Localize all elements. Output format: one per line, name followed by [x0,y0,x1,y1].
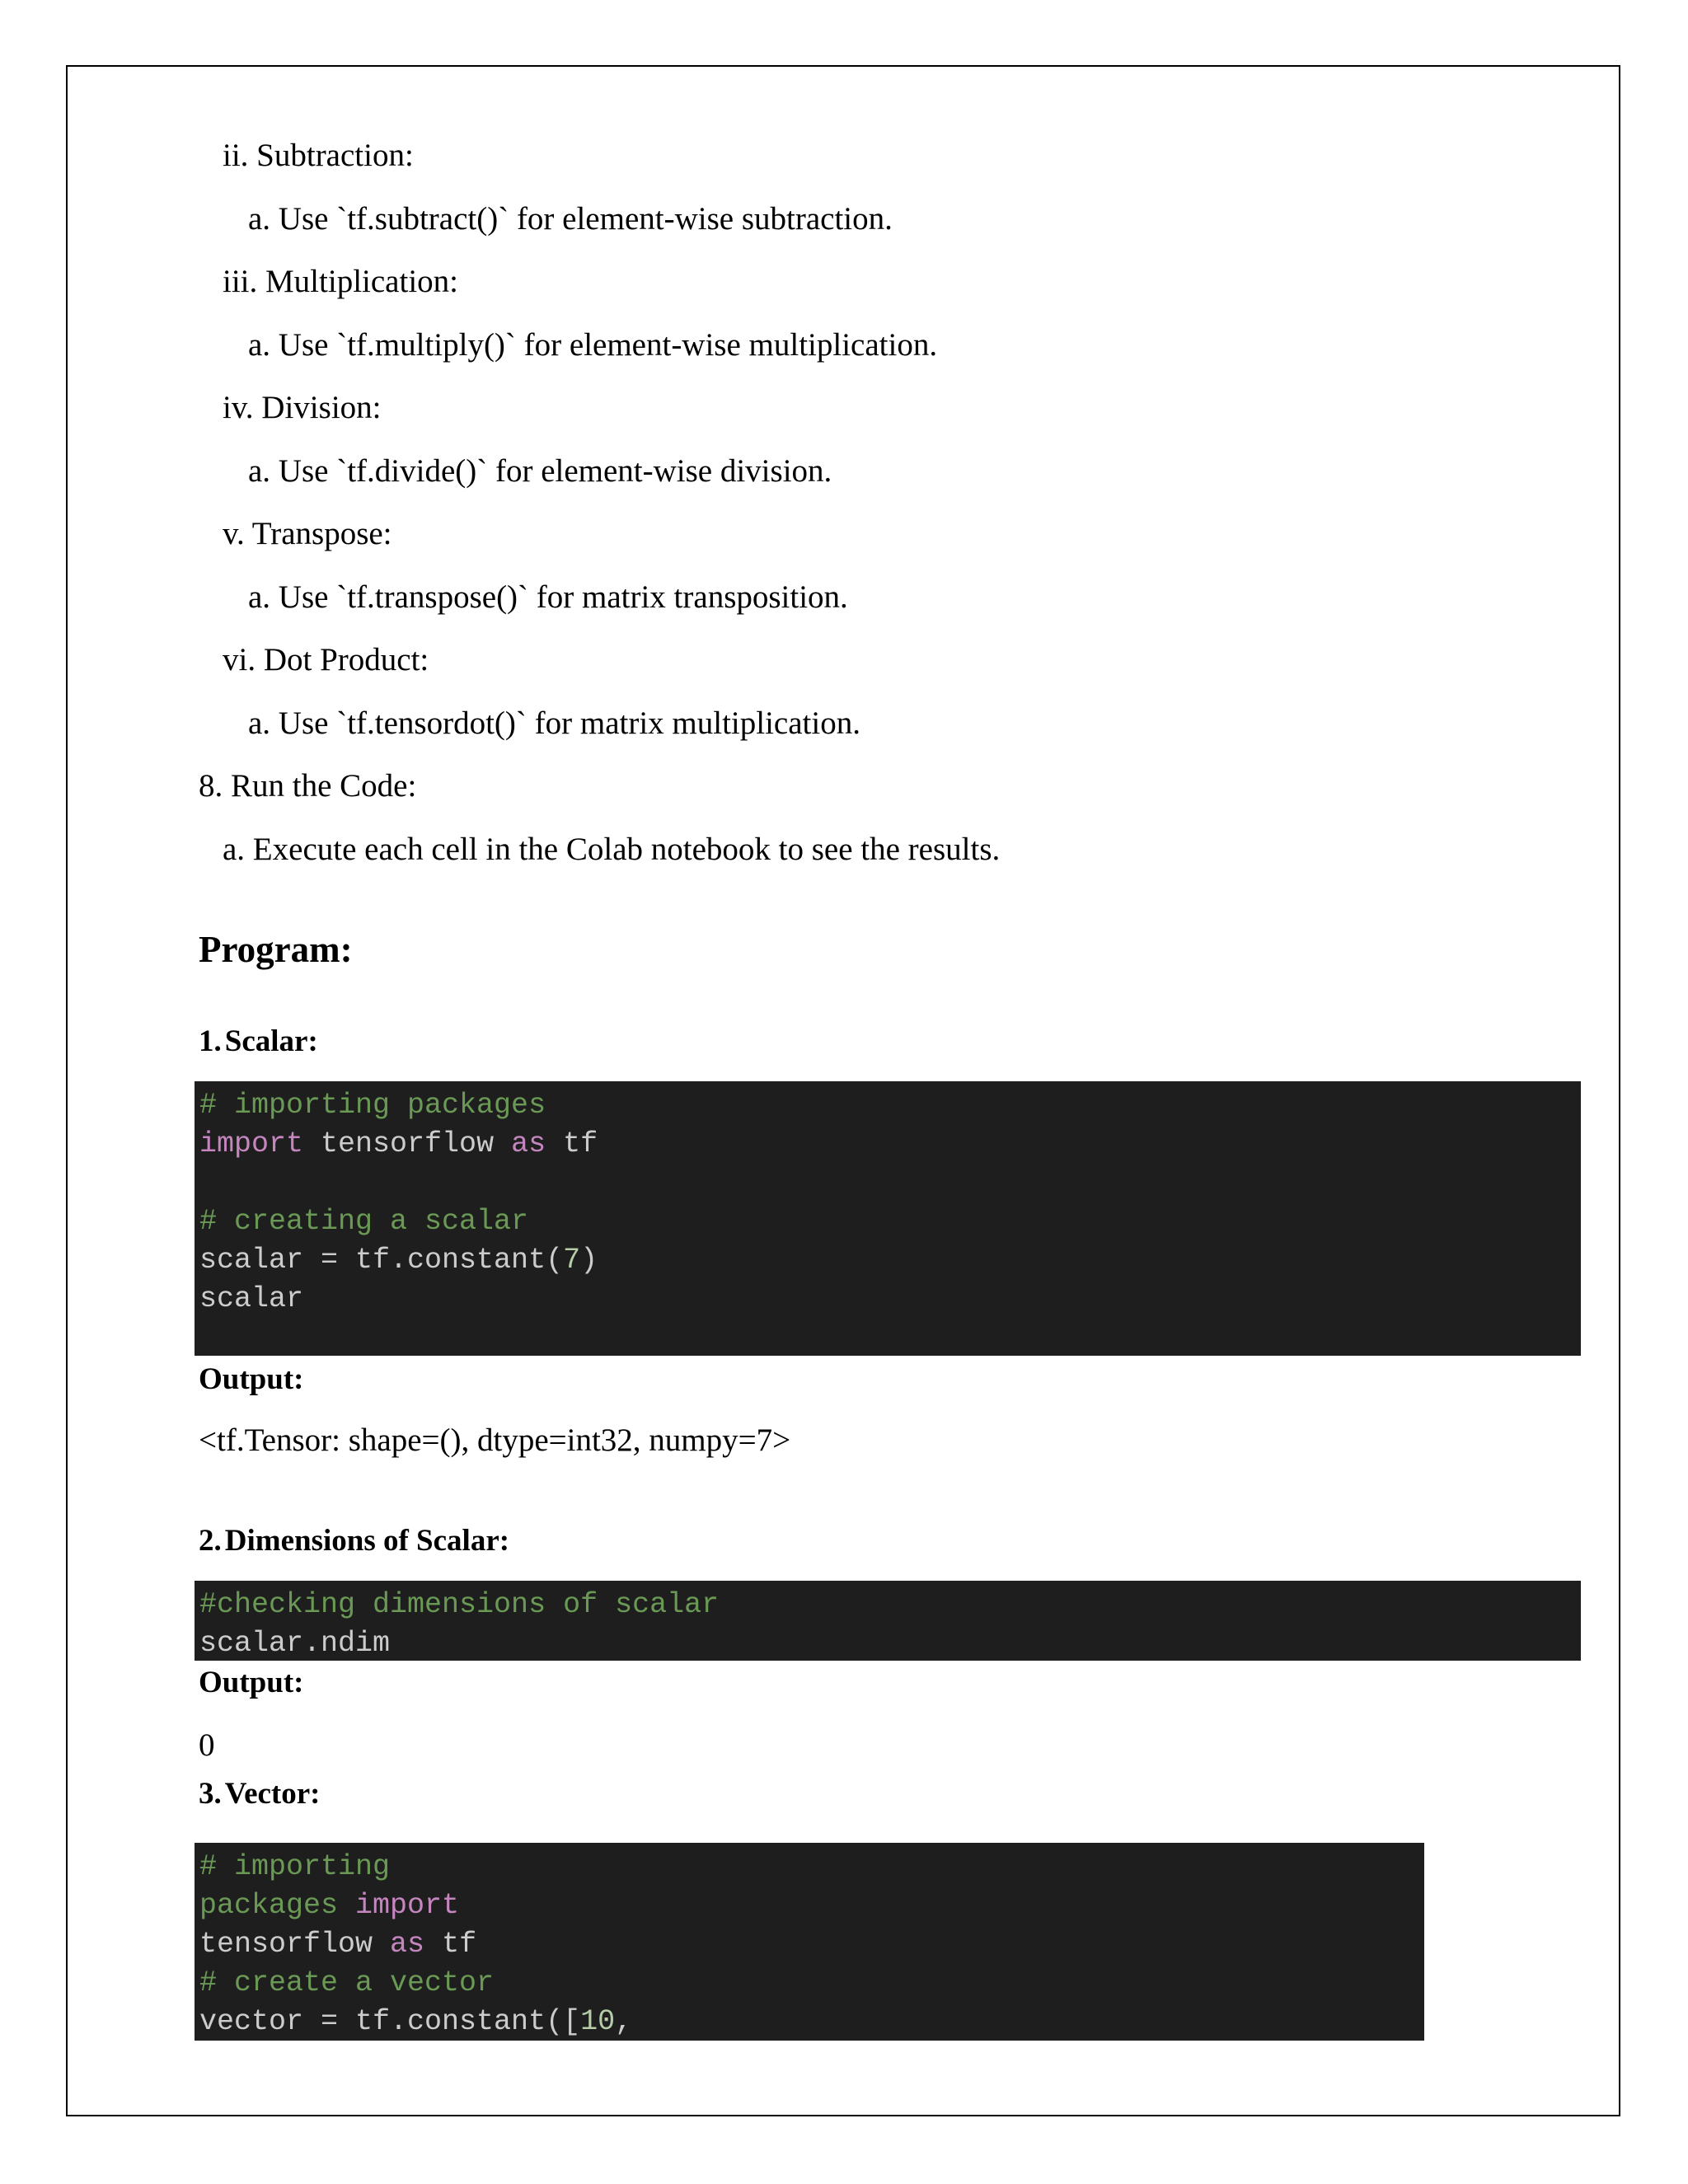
step-transpose-detail: a. Use `tf.transpose()` for matrix transposition. [248,579,848,615]
code-token-text: tf [424,1928,477,1961]
code-token-text: scalar = tf.constant( [199,1244,564,1277]
section-heading-dimensions [199,1526,509,1556]
section-number: 3. [199,1777,222,1811]
code-line [199,1282,304,1315]
output-label: Output: [199,1666,304,1699]
output-value-scalar: <tf.Tensor: shape=(), dtype=int32, numpy=7> [199,1422,791,1458]
code-token-text: , [615,2005,633,2038]
code-line [199,1966,495,1999]
step-division: iv. Division: [223,390,382,425]
code-token-comment: # importing [199,1850,391,1883]
code-block-dimensions[interactable] [195,1581,1581,1661]
code-token-text: scalar [199,1282,304,1315]
code-token-text: tensorflow [199,1928,391,1961]
code-token-kw: import [199,1127,304,1160]
section-title: Scalar: [224,1024,318,1058]
code-token-comment: # importing packages [199,1089,546,1122]
section-title: Vector: [224,1777,321,1811]
output-label: Output: [199,1362,304,1396]
code-block-scalar[interactable] [195,1081,1581,1356]
code-token-kw: import [355,1889,460,1922]
step-multiplication-detail: a. Use `tf.multiply()` for element-wise multiplication. [248,327,938,363]
section-heading-scalar [199,1026,318,1057]
section-title: Dimensions of Scalar: [224,1524,510,1558]
step-subtraction-detail: a. Use `tf.subtract()` for element-wise subtraction. [248,201,893,237]
code-line [199,1091,546,1120]
step-multiplication: iii. Multiplication: [223,264,458,299]
output-value-dimensions: 0 [199,1727,215,1763]
code-line [199,1629,390,1658]
code-line [199,1891,459,1920]
section-heading-vector [199,1779,320,1809]
step-run-code: 8. Run the Code: [199,768,417,804]
code-token-comment: # creating a scalar [199,1205,529,1238]
step-subtraction: ii. Subtraction: [223,138,414,173]
code-token-comment: #checking dimensions of scalar [199,1588,720,1621]
code-token-kw: as [511,1127,546,1160]
code-token-text: vector = tf.constant([ [199,2005,581,2038]
step-run-code-detail: a. Execute each cell in the Colab notebook to see the results. [223,832,1001,867]
code-line [199,1850,391,1883]
code-token-text: ) [580,1244,598,1277]
step-transpose: v. Transpose: [223,516,392,551]
code-line [199,1246,598,1275]
code-line [199,1127,598,1160]
program-heading: Program: [199,929,353,970]
code-token-num: 10 [580,2005,616,2038]
code-token-text: scalar.ndim [199,1627,391,1660]
code-token-comment: # create a vector [199,1966,495,1999]
code-block-vector[interactable] [195,1843,1424,2041]
code-line [199,1588,720,1621]
code-token-text: tf [546,1127,598,1160]
section-number: 2. [199,1524,222,1558]
code-token-text: tensorflow [303,1127,512,1160]
section-number: 1. [199,1024,222,1058]
code-token-kw: as [390,1928,425,1961]
code-token-comment: packages [199,1889,356,1922]
step-dot-product: vi. Dot Product: [223,642,429,677]
code-line [199,2005,633,2038]
code-line [199,1930,476,1959]
step-division-detail: a. Use `tf.divide()` for element-wise division. [248,453,832,489]
step-dot-product-detail: a. Use `tf.tensordot()` for matrix multiplication. [248,705,860,741]
code-line [199,1207,528,1236]
code-token-num: 7 [563,1244,581,1277]
